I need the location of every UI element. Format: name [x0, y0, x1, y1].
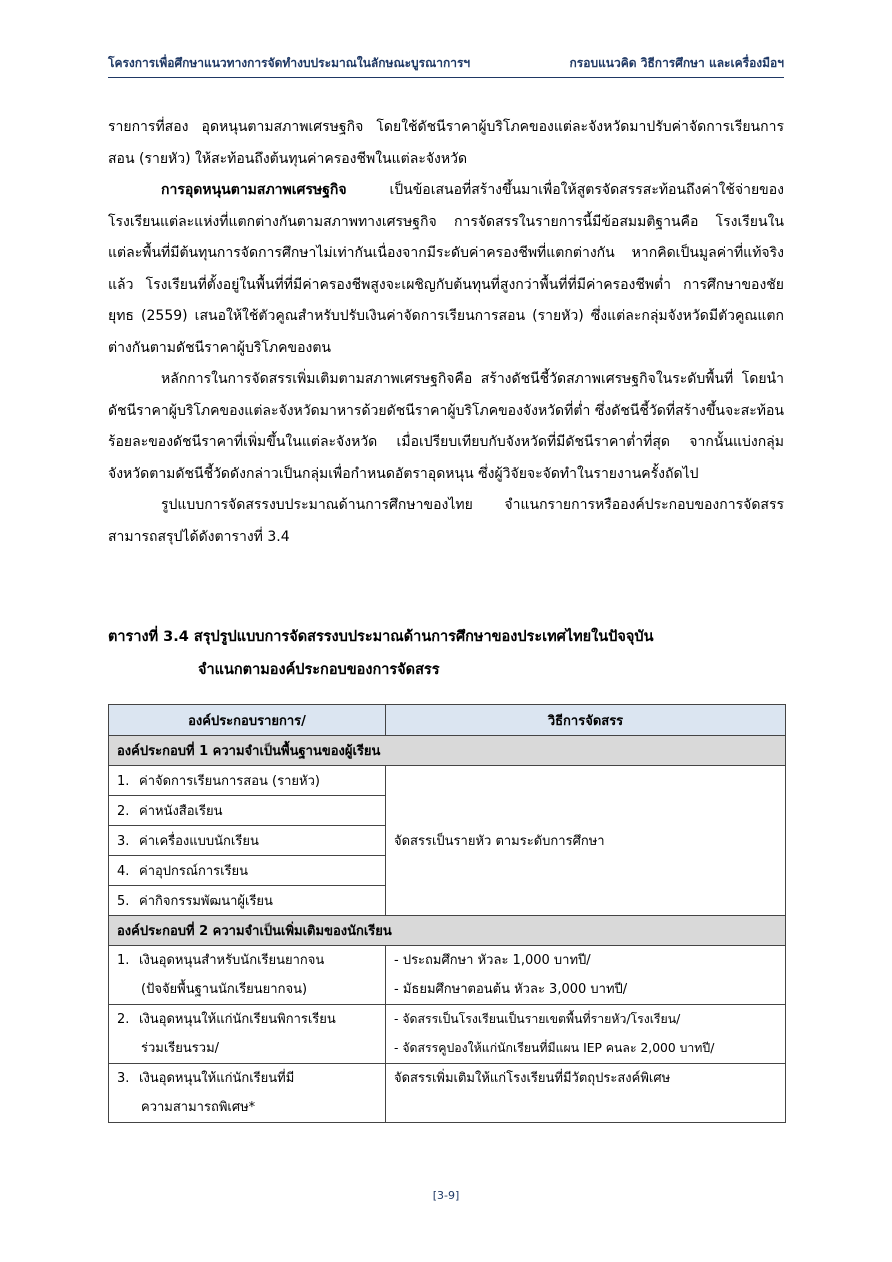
item-number: 1.: [117, 953, 130, 968]
page-number: [3-9]: [432, 1189, 460, 1202]
paragraph-3: หลักการในการจัดสรรเพิ่มเติมตามสภาพเศรษฐกิจคือ สร้างดัชนีชี้วัดสภาพเศรษฐกิจในระดับพื้นที่ โดยนำดัชนีราคาผู้บริโภคของแต่ละจังหวัดมาหารด้วยดัชนีราคาผู้บริโภคของจังหวัดที่ต่ำ ซึ่งดัชนีชี้วัดที่สร้างขึ้นจะสะท้อนร้อยละของดัชนีราคาที่เพิ่มขึ้นในแต่ละจังหวัด เมื่อเปรียบเทียบกับจังหวัดที่มีดัชนีราคาต่ำที่สุด จากนั้นแบ่งกลุ่มจังหวัดตามดัชนีชี้วัดดังกล่าวเป็นกลุ่มเพื่อกำหนดอัตราอุดหนุน ซึ่งผู้วิจัยจะจัดทำในรายงานครั้งถัดไป: [108, 371, 784, 482]
column-header-method: วิธีการจัดสรร: [386, 705, 786, 736]
method-cell: [386, 1064, 786, 1123]
item-number: 3.: [117, 1071, 130, 1086]
method-line: - จัดสรรคูปองให้แก่นักเรียนที่มีแผน IEP คนละ 2,000 บาทปี/: [394, 1041, 715, 1055]
paragraph-4: รูปแบบการจัดสรรงบประมาณด้านการศึกษาของไทย จำแนกรายการหรือองค์ประกอบของการจัดสรร สามารถสรุปได้ดังตารางที่ 3.4: [108, 497, 784, 545]
item-cell: [109, 766, 386, 796]
table-header-row: [109, 705, 786, 736]
item-number: 2.: [117, 804, 130, 819]
table-row: [109, 1005, 786, 1064]
table-caption-line2: จำแนกตามองค์ประกอบของการจัดสรร: [198, 662, 440, 678]
header-rule: [108, 77, 784, 78]
table-caption: [108, 621, 784, 687]
item-label-continued: ความสามารถพิเศษ*: [141, 1100, 256, 1115]
column-header-components: องค์ประกอบรายการ/: [109, 705, 386, 736]
item-cell: [109, 1005, 386, 1064]
paragraph-2-text: เป็นข้อเสนอที่สร้างขึ้นมาเพื่อให้สูตรจัดสรรสะท้อนถึงค่าใช้จ่ายของโรงเรียนแต่ละแห่งที่แตกต่างกันตามสภาพทางเศรษฐกิจ การจัดสรรในรายการนี้มีข้อสมมติฐานคือ โรงเรียนในแต่ละพื้นที่มีต้นทุนการจัดการศึกษาไม่เท่ากันเนื่องจากมีระดับค่าครองชีพที่แตกต่างกัน หากคิดเป็นมูลค่าที่แท้จริงแล้ว โรงเรียนที่ตั้งอยู่ในพื้นที่ที่มีค่าครองชีพสูงจะเผชิญกับต้นทุนที่สูงกว่าพื้นที่ที่มีค่าครองชีพต่ำ การศึกษาของชัยยุทธ (2559) เสนอให้ใช้ตัวคูณสำหรับปรับเงินค่าจัดการเรียนการสอน (รายหัว) ซึ่งแต่ละกลุ่มจังหวัดมีตัวคูณแตกต่างกันตามดัชนีราคาผู้บริโภคของตน: [108, 182, 784, 356]
body-text: [108, 112, 784, 553]
method-line: - ประถมศึกษา หัวละ 1,000 บาทปี/: [394, 953, 591, 968]
item-cell: [109, 1064, 386, 1123]
item-label-continued: (ปัจจัยพื้นฐานนักเรียนยากจน): [141, 982, 308, 997]
header-chapter-title: กรอบแนวคิด วิธีการศึกษา และเครื่องมือฯ: [569, 56, 784, 70]
item-number: 3.: [117, 834, 130, 849]
group-row-2: [109, 916, 786, 946]
table-row: [109, 946, 786, 1005]
group-1-method: จัดสรรเป็นรายหัว ตามระดับการศึกษา: [386, 766, 786, 916]
paragraph-2: [108, 175, 784, 364]
item-number: 4.: [117, 864, 130, 879]
item-label: ค่าเครื่องแบบนักเรียน: [139, 834, 259, 849]
item-cell: [109, 946, 386, 1005]
table-row: [109, 766, 786, 796]
group-row-1: [109, 736, 786, 766]
item-label: เงินอุดหนุนสำหรับนักเรียนยากจน: [139, 953, 325, 968]
item-number: 1.: [117, 774, 130, 789]
item-number: 5.: [117, 894, 130, 909]
allocation-table: [108, 704, 786, 1123]
item-cell: [109, 856, 386, 886]
item-cell: [109, 886, 386, 916]
method-cell: [386, 946, 786, 1005]
item-cell: [109, 826, 386, 856]
paragraph-2-heading: การอุดหนุนตามสภาพเศรษฐกิจ: [161, 182, 347, 198]
table-caption-line1: ตารางที่ 3.4 สรุปรูปแบบการจัดสรรงบประมาณด้านการศึกษาของประเทศไทยในปัจจุบัน: [108, 629, 654, 645]
item-label: เงินอุดหนุนให้แก่นักเรียนพิการเรียน: [139, 1012, 336, 1027]
item-label-continued: ร่วมเรียนรวม/: [141, 1041, 220, 1056]
method-line: - จัดสรรเป็นโรงเรียนเป็นรายเขตพื้นที่รายหัว/โรงเรียน/: [394, 1012, 681, 1026]
header-project-title: โครงการเพื่อศึกษาแนวทางการจัดทำงบประมาณในลักษณะบูรณาการฯ: [108, 56, 471, 70]
table-row: [109, 1064, 786, 1123]
item-label: ค่าจัดการเรียนการสอน (รายหัว): [139, 774, 320, 789]
item-label: เงินอุดหนุนให้แก่นักเรียนที่มี: [139, 1071, 295, 1086]
group-1-title: องค์ประกอบที่ 1 ความจำเป็นพื้นฐานของผู้เรียน: [109, 736, 786, 766]
method-cell: [386, 1005, 786, 1064]
item-label: ค่ากิจกรรมพัฒนาผู้เรียน: [139, 894, 273, 909]
paragraph-1: รายการที่สอง อุดหนุนตามสภาพเศรษฐกิจ โดยใช้ดัชนีราคาผู้บริโภคของแต่ละจังหวัดมาปรับค่าจัดการเรียนการสอน (รายหัว) ให้สะท้อนถึงต้นทุนค่าครองชีพในแต่ละจังหวัด: [108, 119, 784, 167]
method-line: จัดสรรเพิ่มเติมให้แก่โรงเรียนที่มีวัตถุประสงค์พิเศษ: [394, 1071, 671, 1086]
method-line: - มัธยมศึกษาตอนต้น หัวละ 3,000 บาทปี/: [394, 982, 628, 997]
item-label: ค่าอุปกรณ์การเรียน: [139, 864, 249, 879]
item-number: 2.: [117, 1012, 130, 1027]
item-label: ค่าหนังสือเรียน: [139, 804, 223, 819]
group-2-title: องค์ประกอบที่ 2 ความจำเป็นเพิ่มเติมของนักเรียน: [109, 916, 786, 946]
item-cell: [109, 796, 386, 826]
running-header: [108, 52, 784, 74]
